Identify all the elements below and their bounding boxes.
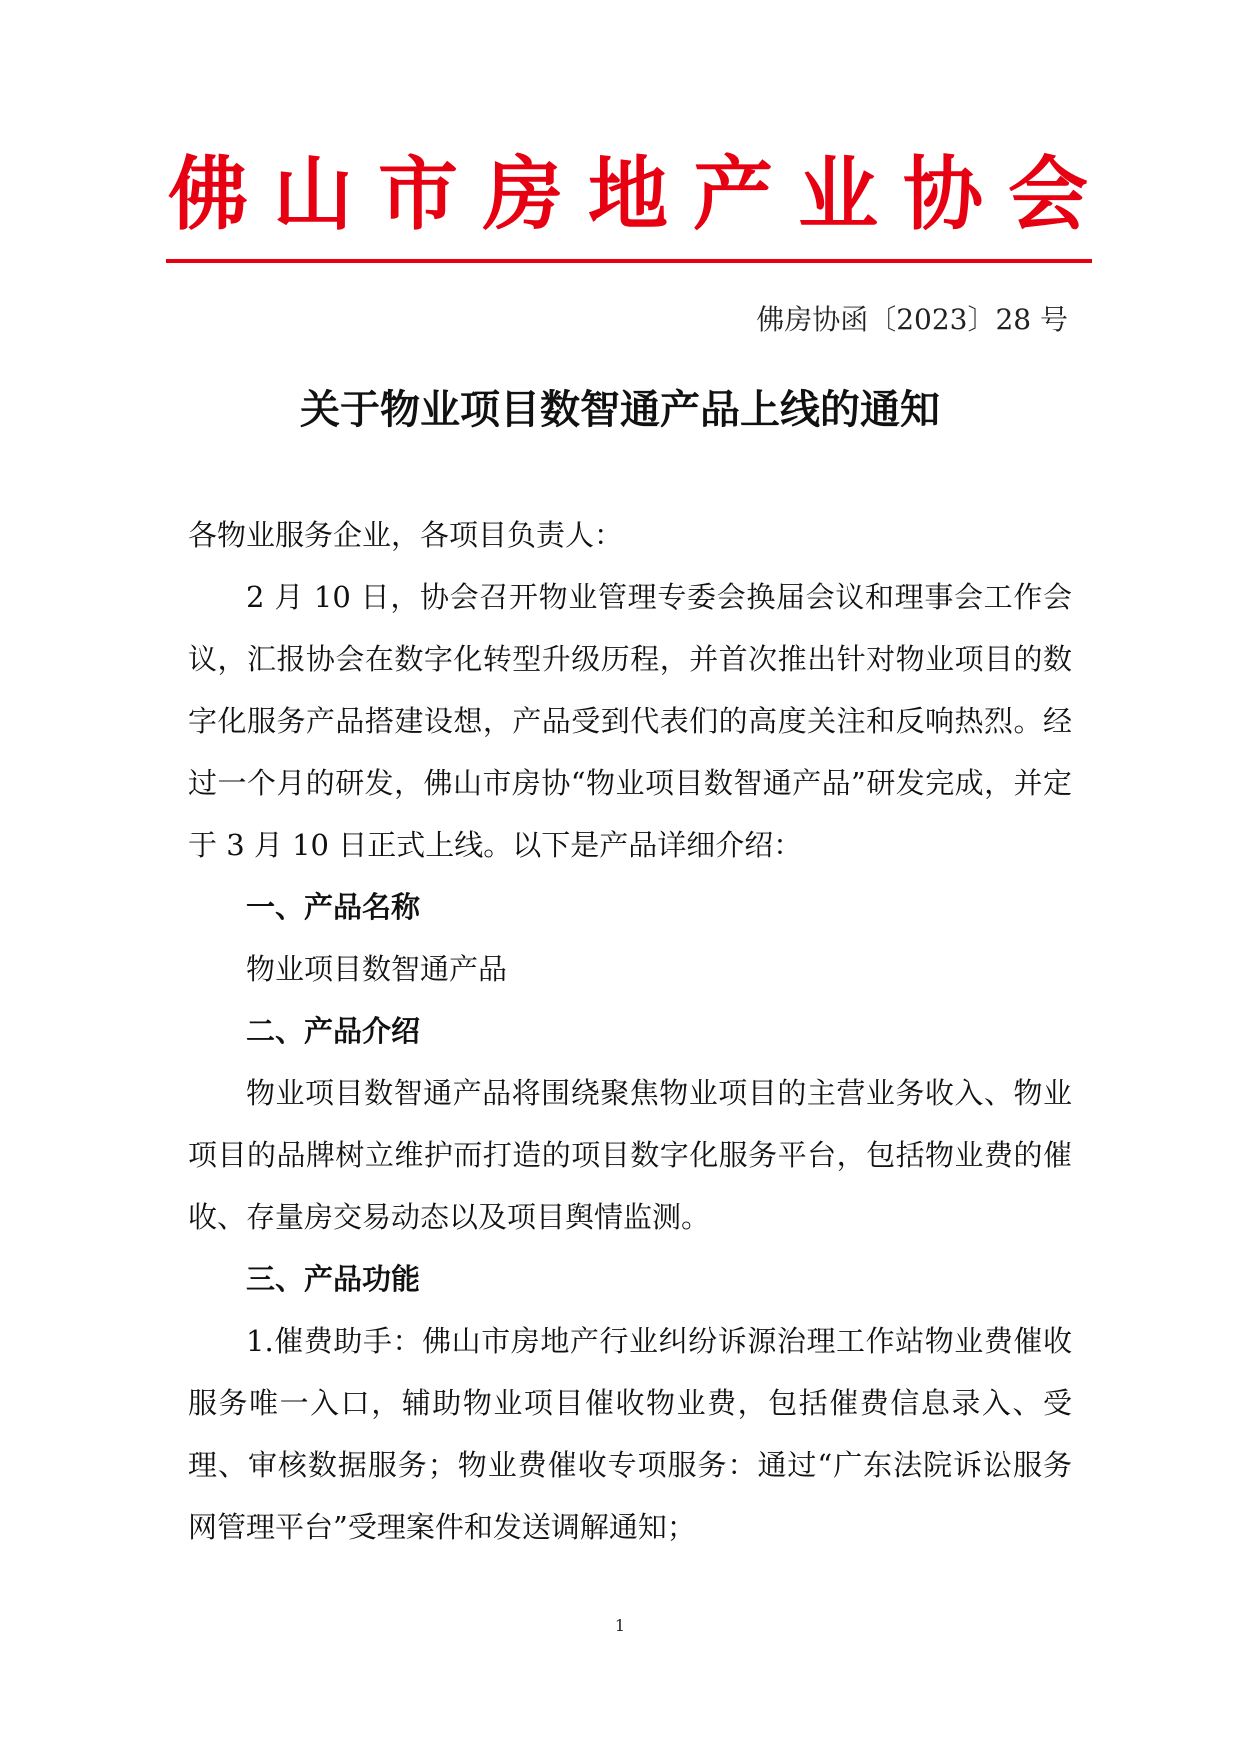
section-heading-name: 一、产品名称: [246, 890, 421, 924]
org-name-char: 产: [693, 148, 773, 241]
document-number: 佛房协函〔2023〕28 号: [756, 303, 1068, 336]
section-heading-intro: 二、产品介绍: [246, 1014, 421, 1048]
section-heading-functions: 三、产品功能: [246, 1262, 421, 1296]
header-divider: [166, 259, 1092, 263]
section-text-intro: 物业项目数智通产品将围绕聚焦物业项目的主营业务收入、物业项目的品牌树立维护而打造的项目数字化服务平台，包括物业费的催收、存量房交易动态以及项目舆情监测。: [188, 1076, 1072, 1234]
section-text-name: 物业项目数智通产品: [246, 952, 508, 986]
org-name-char: 地: [588, 148, 668, 241]
document-title: 关于物业项目数智通产品上线的通知: [300, 387, 940, 433]
org-name-char: 市: [378, 148, 458, 241]
function-item-1: 1.催费助手：佛山市房地产行业纠纷诉源治理工作站物业费催收服务唯一入口，辅助物业项目催收物业费，包括催费信息录入、受理、审核数据服务；物业费催收专项服务：通过“广东法院诉讼服务网管理平台”受理案件和发送调解通知；: [188, 1324, 1072, 1544]
org-name-char: 业: [798, 148, 878, 241]
org-name-char: 山: [273, 148, 353, 241]
salutation: 各物业服务企业，各项目负责人：: [188, 518, 624, 552]
intro-paragraph: 2 月 10 日，协会召开物业管理专委会换届会议和理事会工作会议，汇报协会在数字化转型升级历程，并首次推出针对物业项目的数字化服务产品搭建设想，产品受到代表们的高度关注和反响热烈。经过一个月的研发，佛山市房协“物业项目数智通产品”研发完成，并定于 3 月 10 日正式上线。以下是产品详细介绍：: [188, 580, 1072, 862]
organization-name: [168, 150, 1088, 240]
document-body: [188, 504, 1072, 1558]
org-name-char: 佛: [168, 148, 248, 241]
org-name-char: 协: [903, 148, 983, 241]
org-name-char: 房: [483, 148, 563, 241]
page-number: 1: [614, 1616, 626, 1635]
org-name-char: 会: [1008, 148, 1088, 241]
